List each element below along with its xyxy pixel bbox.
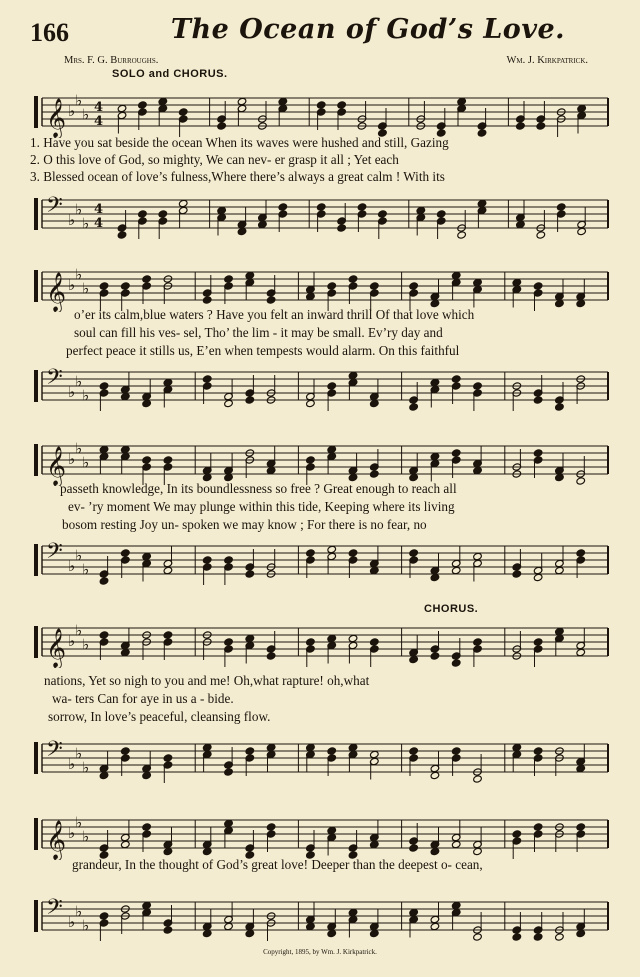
note-head [555,627,565,635]
note-head [121,549,131,557]
lyric-line: nations, Yet so nigh to you and me! Oh,what rapture! oh,what [44,673,370,688]
note-head [316,101,326,109]
note-head [370,566,380,574]
note-head [473,552,483,560]
system-bracket [34,96,38,128]
flat-sign-icon: ♭ [68,450,76,468]
note-head [451,375,461,383]
lyric-line: soul can fill his ves- sel, Tho’ the lim - it may be small. Ev’ry day and [74,325,443,340]
note-head [576,549,586,557]
note-head [224,768,234,776]
note-head [473,847,483,855]
lyric-line: 3. Blessed ocean of love’s fulness,Where there’s always a great calm ! With its [30,169,445,184]
note-head [370,929,380,937]
time-signature-bottom: 4 [94,216,104,231]
flat-sign-icon: ♭ [75,265,83,284]
note-head [536,122,546,130]
note-head [245,570,255,578]
flat-sign-icon: ♭ [82,635,90,654]
treble-staff [30,88,610,138]
note-head [576,929,586,937]
note-head [370,750,380,758]
note-head [158,97,168,105]
note-head [142,901,152,909]
bass-clef-icon: 𝄢 [46,539,63,569]
note-head [237,227,247,235]
treble-clef-icon: 𝄞 [46,446,67,486]
note-head [430,922,440,930]
note-head [516,220,526,228]
system-bracket [34,626,38,658]
note-head [451,747,461,755]
note-head [409,282,419,290]
note-head [316,203,326,211]
note-head [577,104,587,112]
note-head [477,199,487,207]
lyric-line: grandeur, In the thought of God’s great love! Deeper than the deepest o- cean, [72,857,483,872]
note-head [202,847,212,855]
copyright-notice: Copyright, 1895, by Wm. J. Kirkpatrick. [263,948,377,956]
note-head [348,549,358,557]
note-head [121,282,131,290]
note-head [202,743,212,751]
note-head [306,922,316,930]
flat-sign-icon: ♭ [75,744,83,763]
flat-sign-icon: ♭ [68,557,76,575]
solo-chorus-label: SOLO and CHORUS. [112,68,228,80]
note-head [357,203,367,211]
note-head [266,823,276,831]
note-head [202,296,212,304]
note-head [224,556,234,564]
note-head [99,382,109,390]
flat-sign-icon: ♭ [82,386,90,405]
time-signature-bottom: 4 [94,114,104,129]
note-head [224,638,234,646]
note-head [142,456,152,464]
bass-clef-icon: 𝄢 [46,895,63,925]
note-head [245,396,255,404]
flat-sign-icon: ♭ [75,621,83,640]
note-head [327,747,337,755]
note-head [473,382,483,390]
note-head [306,292,316,300]
system-bracket [34,900,38,932]
note-head [416,206,426,214]
note-head [117,104,127,112]
flat-sign-icon: ♭ [68,824,76,842]
note-head [217,122,227,130]
lyric-line: 2. O this love of God, so mighty, We can nev- er grasp it all ; Yet each [30,152,399,167]
note-head [99,771,109,779]
flat-sign-icon: ♭ [75,200,83,219]
note-head [163,456,173,464]
note-head [533,396,543,404]
note-head [337,224,347,232]
lyric-line: wa- ters Can for aye in us a - bide. [52,691,234,706]
treble-clef-icon: 𝄞 [46,820,67,860]
bass-clef-icon: 𝄢 [46,737,63,767]
note-head [348,371,358,379]
note-head [348,275,358,283]
note-head [142,771,152,779]
note-head [555,566,565,574]
note-head [473,638,483,646]
flat-sign-icon: ♭ [82,453,90,472]
note-head [370,470,380,478]
note-head [138,210,148,218]
note-head [536,231,546,239]
system-bracket [34,444,38,476]
flat-sign-icon: ♭ [68,913,76,931]
note-head [327,826,337,834]
note-head [533,449,543,457]
treble-clef-icon: 𝄞 [46,628,67,668]
system-bracket [34,198,38,230]
note-head [576,823,586,831]
bass-staff [30,190,610,240]
note-head [451,659,461,667]
note-head [473,775,483,783]
note-head [370,399,380,407]
lyric-line: 1. Have you sat beside the ocean When its waves were hushed and still, Gazing [30,135,449,150]
note-head [158,210,168,218]
note-head [266,466,276,474]
note-head [224,819,234,827]
note-head [306,549,316,557]
note-head [533,638,543,646]
note-head [533,282,543,290]
note-head [245,747,255,755]
note-head [202,929,212,937]
note-head [327,282,337,290]
note-head [142,552,152,560]
flat-sign-icon: ♭ [75,546,83,565]
note-head [163,926,173,934]
note-head [245,634,255,642]
note-head [245,271,255,279]
flat-sign-icon: ♭ [82,105,90,124]
note-head [430,847,440,855]
note-head [370,840,380,848]
bass-clef-icon: 𝄢 [46,193,63,223]
note-head [370,638,380,646]
note-head [533,823,543,831]
system-bracket [34,370,38,402]
note-head [163,378,173,386]
note-head [245,929,255,937]
lyric-line: perfect peace it stills us, E’en when tempests would alarm. On this faithful [66,343,460,358]
note-head [258,220,268,228]
flat-sign-icon: ♭ [82,758,90,777]
note-head [121,648,131,656]
note-head [337,101,347,109]
treble-clef-icon: 𝄞 [46,98,67,138]
note-head [512,570,522,578]
note-head [278,203,288,211]
note-head [142,823,152,831]
note-head [224,275,234,283]
flat-sign-icon: ♭ [82,279,90,298]
note-head [202,375,212,383]
note-head [409,655,419,663]
flat-sign-icon: ♭ [75,813,83,832]
bass-clef-icon: 𝄢 [46,365,63,395]
bass-staff [30,892,610,942]
lyric-line: o’er its calm,blue waters ? Have you felt an inward thrill Of that love which [74,307,475,322]
flat-sign-icon: ♭ [75,902,83,921]
note-head [306,743,316,751]
system-bracket [34,544,38,576]
note-head [327,445,337,453]
note-head [224,399,234,407]
note-head [430,378,440,386]
note-head [430,573,440,581]
note-head [451,449,461,457]
chorus-label: CHORUS. [424,603,479,615]
note-head [237,97,247,105]
treble-staff [30,810,610,860]
flat-sign-icon: ♭ [75,439,83,458]
flat-sign-icon: ♭ [68,632,76,650]
note-head [473,278,483,286]
flat-sign-icon: ♭ [68,276,76,294]
note-head [577,227,587,235]
note-head [327,382,337,390]
note-head [348,908,358,916]
note-head [451,901,461,909]
treble-staff [30,618,610,668]
note-head [409,403,419,411]
music-credit: Wm. J. Kirkpatrick. [506,55,588,66]
note-head [121,392,131,400]
note-head [163,566,173,574]
note-head [306,456,316,464]
system-bracket [34,742,38,774]
bass-staff [30,734,610,784]
note-head [121,445,131,453]
note-head [533,933,543,941]
note-head [409,908,419,916]
note-head [121,747,131,755]
note-head [117,231,127,239]
note-head [473,933,483,941]
treble-clef-icon: 𝄞 [46,272,67,312]
note-head [348,743,358,751]
note-head [555,933,565,941]
flat-sign-icon: ♭ [82,214,90,233]
note-head [178,199,188,207]
note-head [99,445,109,453]
treble-staff [30,262,610,312]
note-head [457,231,467,239]
note-head [533,747,543,755]
lyric-line: passeth knowledge, In its boundlessness so free ? Great enough to reach all [60,481,457,496]
lyric-line: bosom resting Joy un- spoken we may know ; For there is no fear, no [62,517,427,532]
note-head [555,403,565,411]
note-head [430,652,440,660]
note-head [512,830,522,838]
treble-staff [30,436,610,486]
note-head [370,282,380,290]
system-bracket [34,818,38,850]
time-signature-top: 4 [94,100,104,115]
note-head [409,549,419,557]
time-signature-top: 4 [94,202,104,217]
bass-staff [30,362,610,412]
note-head [217,206,227,214]
note-head [163,847,173,855]
note-head [516,122,526,130]
note-head [178,108,188,116]
note-head [327,634,337,642]
note-head [142,275,152,283]
note-head [576,764,586,772]
lyric-line: sorrow, In love’s peaceful, cleansing flow. [48,709,271,724]
flat-sign-icon: ♭ [82,827,90,846]
note-head [327,929,337,937]
note-head [327,545,337,553]
note-head [457,97,467,105]
note-head [451,840,461,848]
note-head [430,771,440,779]
note-head [99,631,109,639]
note-head [409,747,419,755]
note-head [556,203,566,211]
note-head [163,754,173,762]
note-head [163,631,173,639]
note-head [512,743,522,751]
note-head [121,840,131,848]
hymn-title: The Ocean of God’s Love. [170,14,566,45]
flat-sign-icon: ♭ [75,91,83,110]
flat-sign-icon: ♭ [68,755,76,773]
note-head [99,577,109,585]
note-head [99,282,109,290]
flat-sign-icon: ♭ [82,916,90,935]
system-bracket [34,270,38,302]
note-head [378,210,388,218]
note-head [306,399,316,407]
note-head [278,97,288,105]
words-credit: Mrs. F. G. Burroughs. [64,55,159,66]
note-head [473,466,483,474]
note-head [576,648,586,656]
note-head [142,399,152,407]
flat-sign-icon: ♭ [68,102,76,120]
note-head [266,743,276,751]
note-head [430,452,440,460]
note-head [138,101,148,109]
note-head [306,638,316,646]
flat-sign-icon: ♭ [68,211,76,229]
note-head [99,912,109,920]
page-number: 166 [30,18,69,47]
note-head [266,296,276,304]
note-head [266,652,276,660]
note-head [348,634,358,642]
bass-staff [30,536,610,586]
flat-sign-icon: ♭ [82,560,90,579]
note-head [224,922,234,930]
note-head [451,566,461,574]
note-head [451,271,461,279]
note-head [436,210,446,218]
note-head [409,844,419,852]
note-head [533,573,543,581]
note-head [512,933,522,941]
flat-sign-icon: ♭ [75,372,83,391]
note-head [512,278,522,286]
flat-sign-icon: ♭ [68,383,76,401]
lyric-line: ev- ’ry moment We may plunge within this tide, Keeping where its living [68,499,455,514]
note-head [202,556,212,564]
